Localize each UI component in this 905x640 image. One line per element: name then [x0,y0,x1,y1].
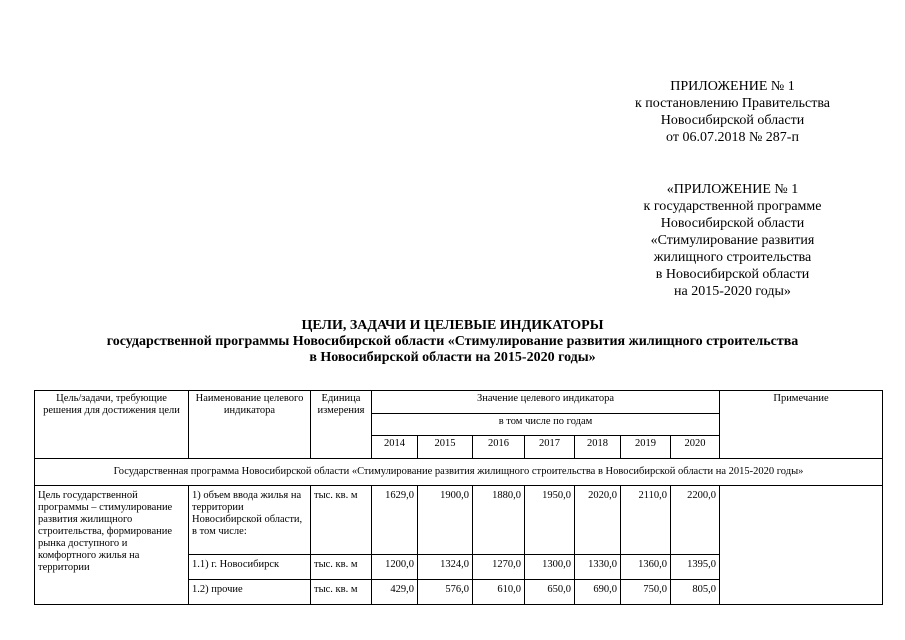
value-cell: 690,0 [575,580,621,605]
header-unit: Единица измерения [311,391,372,459]
value-cell: 2020,0 [575,486,621,555]
header-year: 2015 [418,436,473,459]
value-cell: 2110,0 [621,486,671,555]
header-by-years: в том числе по годам [372,414,720,436]
appendix-2-line: к государственной программе [643,199,822,214]
appendix-2-header [600,181,865,300]
appendix-1-line: Новосибирской области [660,113,805,128]
unit-cell: тыс. кв. м [311,555,372,580]
document-title [0,318,905,366]
appendix-1-line: от 06.07.2018 № 287-п [666,130,799,145]
indicator-name: 1.2) прочие [189,580,311,605]
indicator-name: 1.1) г. Новосибирск [189,555,311,580]
indicators-table [34,390,883,605]
header-indicator: Наименование целевого индикатора [189,391,311,459]
section-row: Государственная программа Новосибирской области «Стимулирование развития жилищного строительства в Новосибирской области на 2015-2020 годы» [35,459,883,486]
value-cell: 576,0 [418,580,473,605]
note-cell [720,486,883,605]
appendix-1-line: ПРИЛОЖЕНИЕ № 1 [670,79,795,94]
title-line: в Новосибирской области на 2015-2020 годы» [309,350,596,365]
value-cell: 750,0 [621,580,671,605]
value-cell: 429,0 [372,580,418,605]
appendix-2-line: Новосибирской области [660,216,805,231]
appendix-1-line: к постановлению Правительства [634,96,831,111]
appendix-2-line: на 2015-2020 годы» [674,284,791,299]
value-cell: 1360,0 [621,555,671,580]
appendix-2-line: «ПРИЛОЖЕНИЕ № 1 [666,182,799,197]
value-cell: 610,0 [473,580,525,605]
appendix-2-line: жилищного строительства [653,250,812,265]
appendix-2-line: «Стимулирование развития [650,233,815,248]
unit-cell: тыс. кв. м [311,580,372,605]
value-cell: 1200,0 [372,555,418,580]
title-line: государственной программы Новосибирской области «Стимулирование развития жилищного строительства [106,334,799,349]
header-year: 2018 [575,436,621,459]
header-goal: Цель/задачи, требующие решения для достижения цели [35,391,189,459]
indicator-name: 1) объем ввода жилья на территории Новосибирской области, в том числе: [189,486,311,555]
header-year: 2017 [525,436,575,459]
value-cell: 1324,0 [418,555,473,580]
title-line: ЦЕЛИ, ЗАДАЧИ И ЦЕЛЕВЫЕ ИНДИКАТОРЫ [301,318,604,333]
value-cell: 805,0 [671,580,720,605]
header-year: 2020 [671,436,720,459]
goal-text: Цель государственной программы – стимулирование развития жилищного строительства, формирование рынка доступного и комфортного жилья на территории [35,486,189,605]
value-cell: 1330,0 [575,555,621,580]
header-note: Примечание [720,391,883,459]
header-year: 2016 [473,436,525,459]
header-year: 2014 [372,436,418,459]
value-cell: 1900,0 [418,486,473,555]
value-cell: 1629,0 [372,486,418,555]
appendix-1-header [600,78,865,146]
value-cell: 1270,0 [473,555,525,580]
appendix-2-line: в Новосибирской области [655,267,810,282]
value-cell: 2200,0 [671,486,720,555]
value-cell: 1950,0 [525,486,575,555]
header-value: Значение целевого индикатора [372,391,720,414]
header-year: 2019 [621,436,671,459]
value-cell: 1395,0 [671,555,720,580]
value-cell: 1880,0 [473,486,525,555]
value-cell: 650,0 [525,580,575,605]
value-cell: 1300,0 [525,555,575,580]
unit-cell: тыс. кв. м [311,486,372,555]
